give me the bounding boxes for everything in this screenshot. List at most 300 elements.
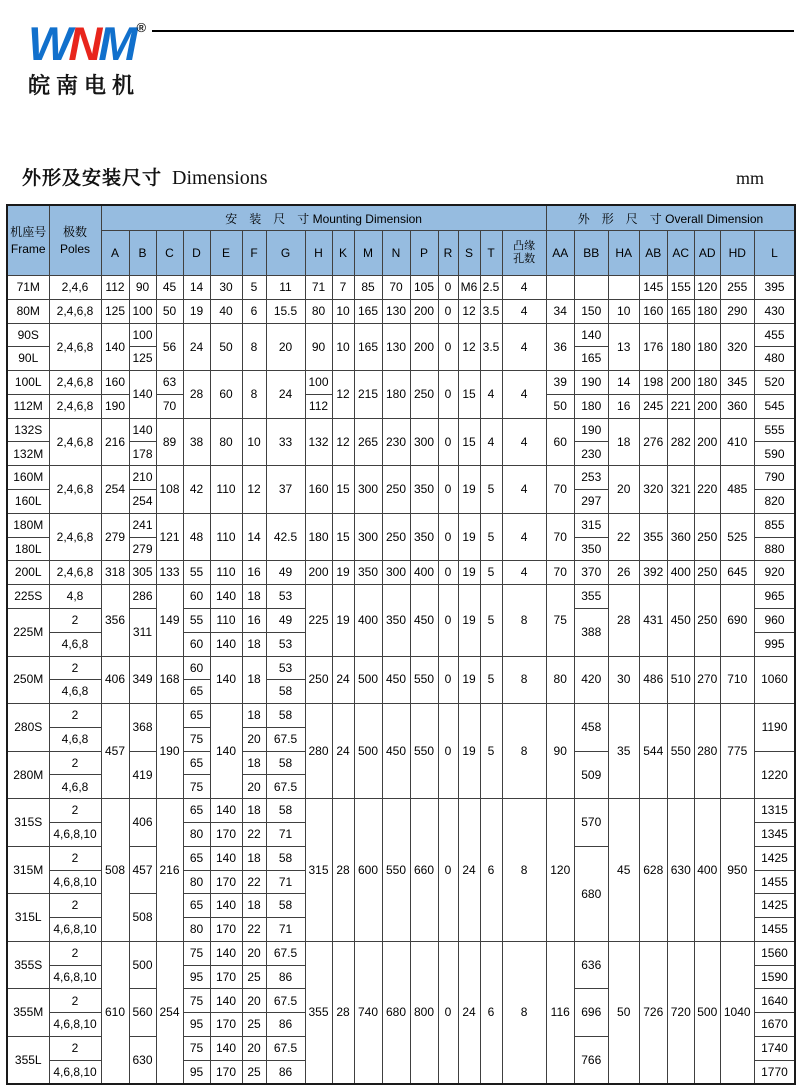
table-cell: 790 — [754, 466, 795, 490]
table-cell: 65 — [183, 846, 210, 870]
table-cell: 216 — [101, 418, 129, 466]
table-cell: 33 — [266, 418, 305, 466]
table-cell: 42 — [183, 466, 210, 514]
table-cell: 550 — [410, 704, 438, 799]
table-cell: 160 — [305, 466, 332, 514]
table-cell: 18 — [242, 799, 266, 823]
table-cell: 200L — [7, 561, 49, 585]
table-cell: 2,4,6,8 — [49, 418, 101, 466]
table-cell: 140 — [210, 656, 242, 704]
table-cell: 8 — [502, 704, 546, 799]
table-cell: 5 — [480, 466, 502, 514]
table-cell: 4,6,8 — [49, 680, 101, 704]
table-cell: 48 — [183, 513, 210, 561]
table-cell: 22 — [242, 822, 266, 846]
table-cell: 320 — [720, 323, 754, 371]
table-cell: 19 — [332, 585, 354, 656]
table-cell: 19 — [332, 561, 354, 585]
table-cell: 321 — [667, 466, 694, 514]
table-cell: 24 — [458, 941, 480, 1084]
table-cell: 75 — [546, 585, 574, 656]
table-cell: 2 — [49, 751, 101, 775]
table-cell: 1740 — [754, 1037, 795, 1061]
table-cell: 400 — [410, 561, 438, 585]
table-cell: 5 — [480, 561, 502, 585]
table-cell: 1315 — [754, 799, 795, 823]
table-cell: 75 — [183, 1037, 210, 1061]
table-cell: 26 — [608, 561, 639, 585]
table-row — [7, 418, 795, 442]
table-cell: 50 — [156, 299, 183, 323]
table-cell: 140 — [210, 799, 242, 823]
table-cell: 430 — [754, 299, 795, 323]
table-cell: 45 — [156, 276, 183, 300]
table-cell — [574, 276, 608, 300]
table-cell: 2 — [49, 608, 101, 632]
table-cell: 455 — [754, 323, 795, 347]
table-cell: 145 — [639, 276, 667, 300]
table-cell: 720 — [667, 941, 694, 1084]
table-cell: 100 — [129, 323, 156, 347]
table-cell: 28 — [183, 371, 210, 419]
table-cell: 500 — [129, 941, 156, 989]
table-cell: 56 — [156, 323, 183, 371]
table-cell: 4 — [502, 371, 546, 419]
logo-letter-w: W — [28, 17, 69, 70]
table-cell: 160L — [7, 490, 49, 514]
table-cell: 65 — [183, 680, 210, 704]
group-header-overall: 外 形 尺 寸 Overall Dimension — [546, 205, 795, 231]
table-cell: 20 — [242, 989, 266, 1013]
table-cell: 180L — [7, 537, 49, 561]
table-cell: 14 — [608, 371, 639, 395]
table-cell: 149 — [156, 585, 183, 656]
table-cell: 315S — [7, 799, 49, 847]
table-cell: 345 — [720, 371, 754, 395]
page-title-cn: 外形及安装尺寸 — [22, 168, 163, 189]
table-row — [7, 941, 795, 965]
table-cell: 6 — [242, 299, 266, 323]
table-cell: 4 — [502, 466, 546, 514]
table-cell: 67.5 — [266, 941, 305, 965]
table-cell: 241 — [129, 513, 156, 537]
table-cell: 545 — [754, 394, 795, 418]
table-cell: 4,6,8,10 — [49, 822, 101, 846]
table-cell: 140 — [210, 704, 242, 799]
table-cell: 0 — [438, 941, 458, 1084]
dimensions-table — [6, 204, 796, 1085]
table-cell: 855 — [754, 513, 795, 537]
table-cell: 1040 — [720, 941, 754, 1084]
table-cell: 225S — [7, 585, 49, 609]
table-cell: 1670 — [754, 1013, 795, 1037]
table-cell: 60 — [546, 418, 574, 466]
table-cell: 500 — [354, 656, 382, 704]
table-cell: 150 — [574, 299, 608, 323]
col-header-frame-line: 机座号 — [10, 224, 47, 239]
table-cell: 2,4,6,8 — [49, 371, 101, 395]
col-header-E: E — [210, 231, 242, 276]
table-cell: 550 — [382, 799, 410, 942]
table-cell: 125 — [101, 299, 129, 323]
table-cell: 140 — [129, 371, 156, 419]
table-cell: 509 — [574, 751, 608, 799]
table-cell: 216 — [156, 799, 183, 942]
table-cell: 880 — [754, 537, 795, 561]
table-cell: 355 — [305, 941, 332, 1084]
table-cell: 8 — [502, 585, 546, 656]
unit-label: mm — [735, 168, 764, 188]
table-row — [7, 799, 795, 823]
title-row — [22, 163, 764, 190]
table-cell: 2 — [49, 1037, 101, 1061]
table-cell: 250 — [382, 513, 410, 561]
table-cell: 4 — [502, 276, 546, 300]
table-cell: 140 — [129, 418, 156, 442]
col-header-HA: HA — [608, 231, 639, 276]
table-cell: 160M — [7, 466, 49, 490]
registered-mark-icon: ® — [136, 20, 147, 35]
table-cell: 610 — [101, 941, 129, 1084]
table-cell: 75 — [183, 775, 210, 799]
table-cell: 86 — [266, 1060, 305, 1084]
table-cell: 392 — [639, 561, 667, 585]
col-header-flange-holes-line: 孔数 — [513, 253, 536, 265]
table-cell: 35 — [608, 704, 639, 799]
table-cell: 995 — [754, 632, 795, 656]
table-cell: 112 — [305, 394, 332, 418]
table-cell: 485 — [720, 466, 754, 514]
table-cell: 24 — [332, 656, 354, 704]
table-cell: 80 — [305, 299, 332, 323]
table-cell: 108 — [156, 466, 183, 514]
table-cell: 5 — [480, 704, 502, 799]
table-cell: 5 — [480, 513, 502, 561]
table-cell: 70 — [156, 394, 183, 418]
col-header-T: T — [480, 231, 502, 276]
table-cell: 544 — [639, 704, 667, 799]
table-cell: 250 — [694, 585, 720, 656]
table-cell: 16 — [242, 561, 266, 585]
table-cell — [546, 276, 574, 300]
table-cell: 200 — [410, 323, 438, 371]
table-cell: 50 — [210, 323, 242, 371]
table-cell: 960 — [754, 608, 795, 632]
table-cell: 20 — [242, 775, 266, 799]
table-cell: 4,6,8,10 — [49, 1060, 101, 1084]
table-cell: 355M — [7, 989, 49, 1037]
col-header-HD: HD — [720, 231, 754, 276]
table-cell: 95 — [183, 1013, 210, 1037]
table-cell: 305 — [129, 561, 156, 585]
logo-letter-n: N — [68, 17, 99, 70]
table-cell: 250 — [694, 513, 720, 561]
table-cell: 71 — [266, 918, 305, 942]
table-cell: 4 — [480, 418, 502, 466]
table-cell: 160 — [101, 371, 129, 395]
table-cell: 12 — [458, 323, 480, 371]
table-cell: 34 — [546, 299, 574, 323]
table-cell: 230 — [574, 442, 608, 466]
table-cell: 0 — [438, 656, 458, 704]
table-cell: M6 — [458, 276, 480, 300]
table-cell: 0 — [438, 513, 458, 561]
table-cell: 8 — [502, 941, 546, 1084]
table-cell: 132S — [7, 418, 49, 442]
table-cell: 253 — [574, 466, 608, 490]
table-cell: 660 — [410, 799, 438, 942]
table-row — [7, 299, 795, 323]
table-cell: 53 — [266, 585, 305, 609]
table-cell: 350 — [410, 466, 438, 514]
table-cell: 140 — [210, 585, 242, 609]
table-cell: 400 — [667, 561, 694, 585]
table-cell: 406 — [101, 656, 129, 704]
table-cell: 70 — [546, 561, 574, 585]
table-cell: 140 — [101, 323, 129, 371]
table-cell: 112 — [101, 276, 129, 300]
table-cell: 510 — [667, 656, 694, 704]
table-cell: 245 — [639, 394, 667, 418]
table-cell: 388 — [574, 608, 608, 656]
brand-name-chinese: 皖南电机 — [28, 73, 141, 98]
table-cell: 36 — [546, 323, 574, 371]
table-cell: 38 — [183, 418, 210, 466]
table-cell: 53 — [266, 632, 305, 656]
table-cell: 250 — [305, 656, 332, 704]
table-cell: 486 — [639, 656, 667, 704]
table-cell: 19 — [183, 299, 210, 323]
table-cell: 0 — [438, 299, 458, 323]
table-cell: 680 — [382, 941, 410, 1084]
table-cell: 25 — [242, 1013, 266, 1037]
table-cell: 140 — [574, 323, 608, 347]
table-cell: 2,4,6,8 — [49, 394, 101, 418]
table-cell: 360 — [720, 394, 754, 418]
table-cell: 355 — [639, 513, 667, 561]
table-cell: 18 — [242, 846, 266, 870]
col-header-G: G — [266, 231, 305, 276]
table-cell: 4,6,8 — [49, 775, 101, 799]
table-cell: 8 — [242, 371, 266, 419]
table-cell: 18 — [242, 656, 266, 704]
table-cell: 276 — [639, 418, 667, 466]
table-cell: 225 — [305, 585, 332, 656]
table-cell: 85 — [354, 276, 382, 300]
table-cell: 690 — [720, 585, 754, 656]
table-cell: 190 — [574, 371, 608, 395]
table-cell: 255 — [720, 276, 754, 300]
table-cell: 90S — [7, 323, 49, 347]
table-cell: 458 — [574, 704, 608, 752]
table-cell: 1060 — [754, 656, 795, 704]
table-cell: 70 — [382, 276, 410, 300]
table-cell: 49 — [266, 561, 305, 585]
table-cell: 1345 — [754, 822, 795, 846]
table-cell: 22 — [608, 513, 639, 561]
table-cell: 250M — [7, 656, 49, 704]
table-cell: 71 — [305, 276, 332, 300]
table-cell: 254 — [101, 466, 129, 514]
table-cell: 10 — [332, 299, 354, 323]
table-cell: 55 — [183, 561, 210, 585]
table-cell: 726 — [639, 941, 667, 1084]
table-cell: 60 — [210, 371, 242, 419]
table-cell: 116 — [546, 941, 574, 1084]
table-cell: 65 — [183, 799, 210, 823]
table-cell: 680 — [574, 846, 608, 941]
table-cell: 0 — [438, 704, 458, 799]
table-cell: 2,4,6,8 — [49, 323, 101, 371]
table-cell: 170 — [210, 1013, 242, 1037]
table-cell: 19 — [458, 704, 480, 799]
table-cell: 14 — [242, 513, 266, 561]
table-cell: 220 — [694, 466, 720, 514]
table-cell: 225M — [7, 608, 49, 656]
table-cell: 300 — [382, 561, 410, 585]
table-cell: 5 — [242, 276, 266, 300]
table-cell: 636 — [574, 941, 608, 989]
table-cell: 165 — [574, 347, 608, 371]
table-row — [7, 513, 795, 537]
table-cell: 2.5 — [480, 276, 502, 300]
table-cell: 4,6,8 — [49, 632, 101, 656]
col-header-S: S — [458, 231, 480, 276]
table-cell: 280 — [305, 704, 332, 799]
table-cell: 132 — [305, 418, 332, 466]
table-cell: 820 — [754, 490, 795, 514]
col-header-P: P — [410, 231, 438, 276]
table-cell: 19 — [458, 513, 480, 561]
table-cell: 1590 — [754, 965, 795, 989]
table-cell: 165 — [354, 323, 382, 371]
table-cell: 250 — [410, 371, 438, 419]
table-cell: 132M — [7, 442, 49, 466]
table-cell: 53 — [266, 656, 305, 680]
table-cell: 355S — [7, 941, 49, 989]
table-cell: 4,6,8,10 — [49, 1013, 101, 1037]
table-cell: 1455 — [754, 870, 795, 894]
table-cell: 110 — [210, 513, 242, 561]
header-rule — [152, 30, 794, 32]
table-cell: 180 — [694, 371, 720, 395]
table-cell: 315M — [7, 846, 49, 894]
table-cell: 58 — [266, 846, 305, 870]
table-cell: 200 — [305, 561, 332, 585]
table-cell: 14 — [183, 276, 210, 300]
table-cell: 2 — [49, 799, 101, 823]
col-header-flange-holes — [502, 231, 546, 276]
table-row — [7, 704, 795, 728]
table-cell: 100 — [305, 371, 332, 395]
table-cell: 19 — [458, 585, 480, 656]
col-header-AB: AB — [639, 231, 667, 276]
table-cell: 80 — [183, 822, 210, 846]
table-cell: 155 — [667, 276, 694, 300]
table-cell: 280M — [7, 751, 49, 799]
table-cell: 130 — [382, 299, 410, 323]
table-cell: 170 — [210, 822, 242, 846]
table-cell: 920 — [754, 561, 795, 585]
table-cell: 15 — [332, 513, 354, 561]
table-cell: 89 — [156, 418, 183, 466]
table-cell: 10 — [332, 323, 354, 371]
table-cell: 20 — [242, 727, 266, 751]
table-cell: 20 — [242, 941, 266, 965]
table-cell: 4 — [480, 371, 502, 419]
table-cell: 200 — [410, 299, 438, 323]
table-cell: 0 — [438, 799, 458, 942]
table-cell: 4,6,8,10 — [49, 870, 101, 894]
table-cell: 18 — [608, 418, 639, 466]
table-cell: 19 — [458, 656, 480, 704]
table-cell: 50 — [608, 941, 639, 1084]
table-cell: 71 — [266, 870, 305, 894]
table-cell: 65 — [183, 751, 210, 775]
table-cell: 350 — [410, 513, 438, 561]
table-cell: 70 — [546, 513, 574, 561]
table-cell: 110 — [210, 561, 242, 585]
table-cell: 198 — [639, 371, 667, 395]
table-cell: 24 — [183, 323, 210, 371]
table-cell: 431 — [639, 585, 667, 656]
table-cell: 4,6,8,10 — [49, 965, 101, 989]
table-cell: 86 — [266, 1013, 305, 1037]
table-cell: 315 — [574, 513, 608, 537]
table-cell: 133 — [156, 561, 183, 585]
table-cell: 19 — [458, 466, 480, 514]
table-cell: 6 — [480, 941, 502, 1084]
table-cell: 25 — [242, 1060, 266, 1084]
col-header-AD: AD — [694, 231, 720, 276]
table-cell: 950 — [720, 799, 754, 942]
table-cell: 60 — [183, 632, 210, 656]
table-cell: 140 — [210, 941, 242, 965]
table-cell: 11 — [266, 276, 305, 300]
table-cell: 58 — [266, 799, 305, 823]
table-cell: 140 — [210, 1037, 242, 1061]
table-cell: 190 — [574, 418, 608, 442]
table-cell: 13 — [608, 323, 639, 371]
table-cell: 297 — [574, 490, 608, 514]
table-cell: 419 — [129, 751, 156, 799]
table-cell: 250 — [382, 466, 410, 514]
col-header-poles — [49, 205, 101, 276]
table-cell: 67.5 — [266, 1037, 305, 1061]
table-cell: 65 — [183, 894, 210, 918]
table-cell: 350 — [574, 537, 608, 561]
table-cell: 180 — [694, 323, 720, 371]
table-cell: 4 — [502, 561, 546, 585]
wnm-logo — [28, 6, 146, 100]
table-cell: 71 — [266, 822, 305, 846]
table-cell: 65 — [183, 704, 210, 728]
table-cell: 75 — [183, 989, 210, 1013]
table-cell: 282 — [667, 418, 694, 466]
table-cell: 4 — [502, 299, 546, 323]
table-cell: 67.5 — [266, 727, 305, 751]
table-cell: 2,4,6,8 — [49, 466, 101, 514]
table-cell: 160 — [639, 299, 667, 323]
table-cell: 180 — [574, 394, 608, 418]
table-cell: 20 — [608, 466, 639, 514]
group-header-mounting: 安 装 尺 寸 Mounting Dimension — [101, 205, 546, 231]
table-cell: 766 — [574, 1037, 608, 1085]
table-cell: 210 — [129, 466, 156, 490]
table-cell: 2 — [49, 941, 101, 965]
table-cell: 70 — [546, 466, 574, 514]
table-cell: 140 — [210, 894, 242, 918]
